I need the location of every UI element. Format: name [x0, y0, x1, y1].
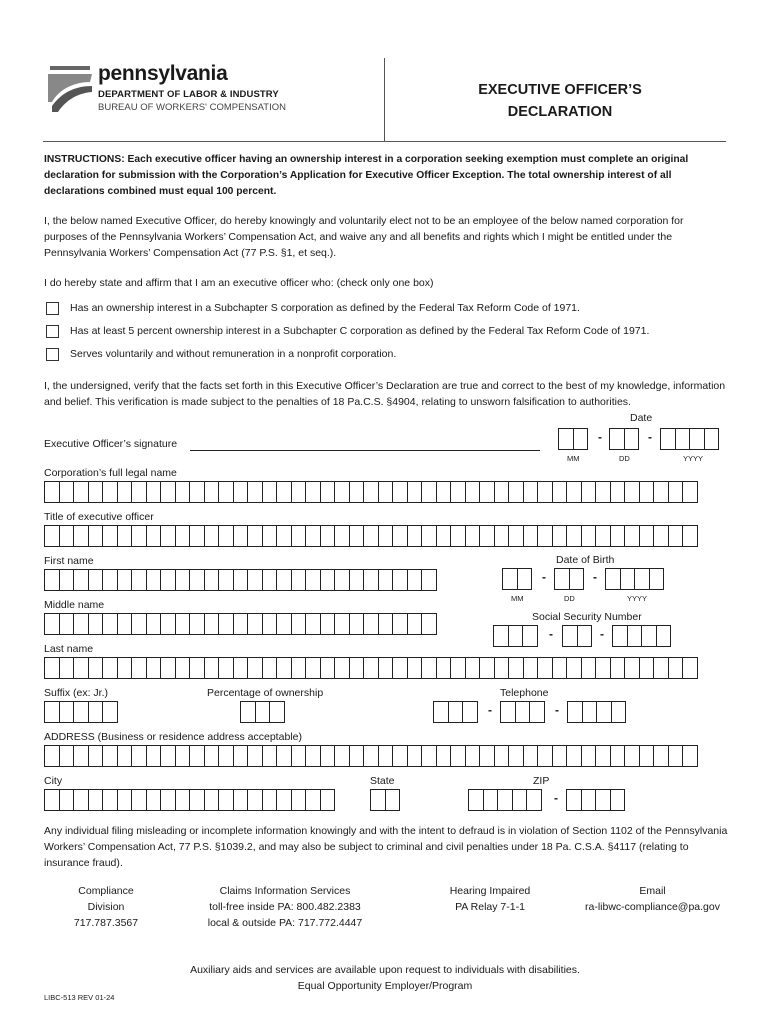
option-s-corp-checkbox[interactable] [46, 302, 59, 315]
date-dash: - [598, 430, 602, 444]
logo-wordmark: pennsylvania [98, 62, 228, 85]
first-name-input[interactable] [44, 569, 436, 591]
ssn-part3[interactable] [612, 625, 670, 647]
logo-department: DEPARTMENT OF LABOR & INDUSTRY [98, 89, 279, 100]
logo-bureau: BUREAU OF WORKERS' COMPENSATION [98, 102, 286, 113]
keystone-logo-icon [46, 62, 94, 120]
option-nonprofit-label: Serves voluntarily and without remuneration in a nonprofit corporation. [70, 348, 397, 360]
ssn-label: Social Security Number [532, 611, 642, 623]
city-input[interactable] [44, 789, 334, 811]
mm-caption: MM [567, 454, 580, 463]
state-label: State [370, 775, 395, 787]
contact-email: Email ra-libwc-compliance@pa.gov [585, 885, 720, 913]
last-name-label: Last name [44, 643, 94, 655]
telephone-label: Telephone [500, 687, 549, 699]
address-input[interactable] [44, 745, 697, 767]
signature-date-yyyy[interactable] [660, 428, 718, 450]
dd-caption: DD [564, 594, 575, 603]
header-divider [384, 58, 385, 141]
option-c-corp-label: Has at least 5 percent ownership interest in a Subchapter C corporation as defined by the Federal Tax Reform Code of 1971. [70, 325, 650, 337]
phone-prefix[interactable] [500, 701, 544, 723]
option-s-corp-label: Has an ownership interest in a Subchapter S corporation as defined by the Federal Tax Reform Code of 1971. [70, 302, 580, 314]
last-name-input[interactable] [44, 657, 697, 679]
header-rule [43, 141, 726, 142]
ssn-dash: - [600, 627, 604, 641]
verification-statement: I, the undersigned, verify that the facts set forth in this Executive Officer’s Declaration are true and correct to the best of my knowledge, information and belief. This verification is made subject to the penalties of 18 Pa.C.S. §4904, relating to unsworn falsification to authorities. [44, 380, 726, 408]
middle-name-input[interactable] [44, 613, 436, 635]
zip-main[interactable] [468, 789, 541, 811]
address-label: ADDRESS (Business or residence address acceptable) [44, 731, 302, 743]
election-statement: I, the below named Executive Officer, do hereby knowingly and voluntarily elect not to be an employee of the below named corporation for purposes of the Pennsylvania Workers’ Compensation Act, and waive any and all benefits and rights which I might be entitled under the Pennsylvania Workers’ Compensation Act (77 P.S. §1, et seq.). [44, 215, 684, 259]
dob-label: Date of Birth [556, 554, 615, 566]
form-id: LIBC-513 REV 01-24 [44, 993, 115, 1002]
zip-ext[interactable] [566, 789, 624, 811]
mm-caption: MM [511, 594, 524, 603]
date-dash: - [542, 570, 546, 584]
ssn-dash: - [549, 627, 553, 641]
equal-opportunity-note: Equal Opportunity Employer/Program [297, 980, 473, 992]
zip-label: ZIP [533, 775, 550, 787]
suffix-input[interactable] [44, 701, 117, 723]
phone-dash: - [555, 703, 559, 717]
ssn-part2[interactable] [562, 625, 591, 647]
corp-name-input[interactable] [44, 481, 697, 503]
corp-name-label: Corporation’s full legal name [44, 467, 177, 479]
zip-dash: - [554, 791, 558, 805]
officer-title-input[interactable] [44, 525, 697, 547]
city-label: City [44, 775, 63, 787]
signature-line[interactable] [190, 449, 540, 451]
contact-claims: Claims Information Services toll-free inside PA: 800.482.2383 local & outside PA: 717.772.4447 [207, 885, 363, 929]
signature-date-dd[interactable] [609, 428, 638, 450]
suffix-label: Suffix (ex: Jr.) [44, 687, 108, 699]
phone-area[interactable] [433, 701, 477, 723]
option-c-corp-checkbox[interactable] [46, 325, 59, 338]
option-nonprofit-checkbox[interactable] [46, 348, 59, 361]
yyyy-caption: YYYY [627, 594, 648, 603]
contact-hearing: Hearing Impaired PA Relay 7-1-1 [449, 885, 531, 913]
date-label: Date [630, 412, 653, 424]
auxiliary-aids-note: Auxiliary aids and services are available upon request to individuals with disabilities. [190, 964, 580, 976]
page-title: EXECUTIVE OFFICER’S DECLARATION [478, 82, 642, 120]
dob-yyyy[interactable] [605, 568, 663, 590]
dob-dd[interactable] [554, 568, 583, 590]
first-name-label: First name [44, 555, 94, 567]
yyyy-caption: YYYY [683, 454, 704, 463]
state-input[interactable] [370, 789, 399, 811]
phone-line[interactable] [567, 701, 625, 723]
ssn-part1[interactable] [493, 625, 537, 647]
fraud-warning: Any individual filing misleading or incomplete information knowingly and with the intent to defraud is in violation of Section 1102 of the Pennsylvania Workers’ Compensation Act, 77 P.S. §1039.2, and may also be subject to criminal and civil penalties under 18 Pa. C.S.A. §4117 (relating to insurance fraud). [44, 825, 728, 869]
affirm-statement: I do hereby state and affirm that I am an executive officer who: (check only one box) [44, 277, 434, 289]
dob-mm[interactable] [502, 568, 531, 590]
officer-title-label: Title of executive officer [44, 511, 154, 523]
date-dash: - [593, 570, 597, 584]
percentage-input[interactable] [240, 701, 284, 723]
signature-label: Executive Officer’s signature [44, 438, 178, 450]
phone-dash: - [488, 703, 492, 717]
contact-compliance: Compliance Division 717.787.3567 [73, 885, 139, 929]
date-dash: - [648, 430, 652, 444]
percentage-label: Percentage of ownership [207, 687, 324, 699]
instructions: INSTRUCTIONS: Each executive officer having an ownership interest in a corporation seeking exemption must complete an original declaration for submission with the Corporation’s Application for Executive Officer Exception. The total ownership interest of all declarations combined must equal 100 percent. [44, 154, 689, 197]
dd-caption: DD [619, 454, 630, 463]
signature-date-mm[interactable] [558, 428, 587, 450]
middle-name-label: Middle name [44, 599, 105, 611]
